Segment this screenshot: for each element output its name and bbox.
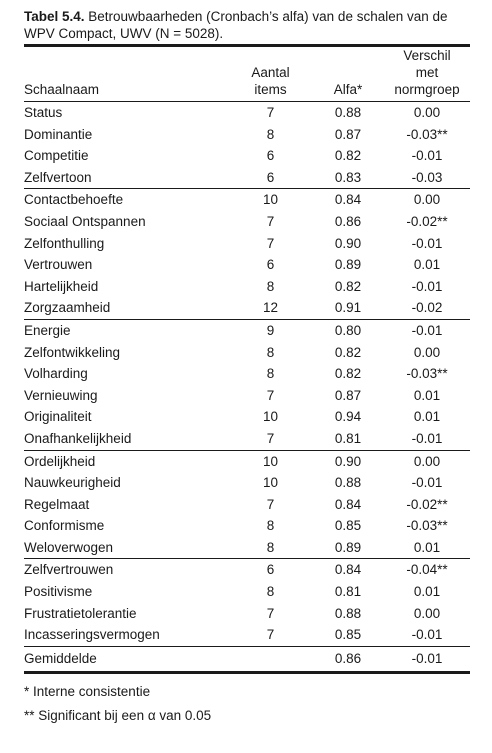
footnote-significance: ** Significant bij een α van 0.05: [24, 707, 212, 723]
difference-cell: 0.01: [413, 387, 441, 403]
table-row: [24, 581, 470, 603]
table-row: [24, 363, 470, 385]
item-count-cell: 12: [262, 300, 279, 316]
table-row: [24, 494, 470, 516]
alpha-cell: 0.89: [334, 257, 362, 273]
difference-cell: 0.01: [413, 584, 441, 600]
table-row: [24, 428, 470, 450]
header-item-count: Aantal items: [229, 47, 312, 102]
difference-cell: 0.01: [413, 539, 441, 555]
table-header-row: [24, 47, 470, 102]
alpha-cell: 0.84: [334, 496, 362, 512]
table-row: [24, 537, 470, 559]
item-count-cell: 10: [262, 475, 279, 491]
item-count-cell: 7: [266, 213, 275, 229]
scale-name-cell: Frustratietolerantie: [24, 605, 137, 621]
item-count-cell: 7: [266, 105, 275, 120]
scale-name-cell: Zelfvertrouwen: [24, 559, 229, 581]
item-count-cell: 7: [266, 430, 275, 446]
difference-cell: -0.01: [411, 430, 443, 446]
scale-name-cell: Regelmaat: [24, 496, 90, 512]
table-row: [24, 124, 470, 146]
difference-cell: -0.03**: [406, 126, 448, 142]
difference-cell: -0.02: [411, 300, 443, 316]
header-scale-name: Schaalnaam: [24, 47, 229, 102]
scale-name-cell: Volharding: [24, 366, 88, 382]
table-caption-text: Betrouwbaarheden (Cronbach’s alfa) van de schalen van de WPV Compact, UWV (N = 5028).: [24, 9, 448, 41]
alpha-cell: 0.90: [312, 450, 384, 472]
alpha-cell: 0.85: [334, 627, 362, 643]
item-count-cell: 8: [266, 584, 275, 600]
reliability-table: [24, 47, 470, 674]
scale-name-cell: Zorgzaamheid: [24, 300, 111, 316]
table-row: [24, 276, 470, 298]
item-count-cell: 7: [266, 387, 275, 403]
table-row: [24, 211, 470, 233]
alpha-cell: 0.94: [334, 409, 362, 425]
item-count-cell: 7: [266, 627, 275, 643]
table-row: [24, 233, 470, 255]
table-row: [24, 624, 470, 646]
alpha-cell: 0.84: [312, 189, 384, 211]
difference-cell: -0.02**: [406, 496, 448, 512]
alpha-cell: 0.81: [334, 584, 362, 600]
scale-name-cell: Contactbehoefte: [24, 189, 229, 211]
alpha-cell: 0.82: [334, 278, 362, 294]
difference-cell: -0.01: [411, 627, 443, 643]
average-row: [24, 646, 470, 672]
table-row: [24, 450, 470, 472]
item-count-cell: 6: [266, 169, 275, 185]
difference-cell: 0.00: [384, 189, 470, 211]
table-caption-label: Tabel 5.4.: [24, 9, 85, 24]
scale-name-cell: Vernieuwing: [24, 387, 98, 403]
average-item-count-cell: [229, 646, 312, 672]
difference-cell: -0.03**: [406, 518, 448, 534]
footnote-internal-consistency: * Interne consistentie: [24, 683, 151, 699]
table-row: [24, 167, 470, 189]
alpha-cell: 0.91: [334, 300, 362, 316]
scale-name-cell: Hartelijkheid: [24, 278, 99, 294]
scale-name-cell: Zelfonthulling: [24, 235, 105, 251]
difference-cell: -0.04**: [384, 559, 470, 581]
alpha-cell: 0.82: [334, 148, 362, 164]
scale-name-cell: Onafhankelijkheid: [24, 430, 132, 446]
difference-cell: -0.02**: [406, 213, 448, 229]
scale-name-cell: Originaliteit: [24, 409, 92, 425]
footnotes: [24, 680, 470, 728]
table-row: [24, 145, 470, 167]
alpha-cell: 0.89: [334, 539, 362, 555]
difference-cell: -0.01: [411, 278, 443, 294]
item-count-cell: 7: [266, 605, 275, 621]
item-count-cell: 8: [266, 126, 275, 142]
item-count-cell: 8: [266, 278, 275, 294]
alpha-cell: 0.83: [334, 169, 362, 185]
scale-name-cell: Dominantie: [24, 126, 93, 142]
difference-cell: -0.01: [384, 319, 470, 341]
header-alpha: Alfa*: [312, 47, 384, 102]
difference-cell: 0.00: [413, 605, 441, 621]
table-row: [24, 342, 470, 364]
item-count-cell: 10: [229, 450, 312, 472]
table-row: [24, 385, 470, 407]
alpha-cell: 0.80: [312, 319, 384, 341]
average-difference-cell: -0.01: [384, 646, 470, 672]
table-row: [24, 254, 470, 276]
alpha-cell: 0.87: [334, 126, 362, 142]
item-count-cell: 8: [266, 366, 275, 382]
table-row: [24, 297, 470, 319]
difference-cell: 0.01: [413, 409, 441, 425]
difference-cell: 0.01: [413, 257, 441, 273]
alpha-cell: 0.90: [334, 235, 362, 251]
alpha-cell: 0.88: [334, 475, 362, 491]
scale-name-cell: Vertrouwen: [24, 257, 93, 273]
item-count-cell: 10: [262, 409, 279, 425]
difference-cell: -0.03: [411, 169, 443, 185]
alpha-cell: 0.84: [312, 559, 384, 581]
scale-name-cell: Conformisme: [24, 518, 105, 534]
alpha-cell: 0.88: [334, 105, 362, 120]
scale-name-cell: Zelfvertoon: [24, 169, 92, 185]
scale-name-cell: Positivisme: [24, 584, 93, 600]
table-row: [24, 319, 470, 341]
difference-cell: 0.00: [413, 105, 441, 120]
table-body: [24, 102, 470, 673]
table-row: [24, 559, 470, 581]
average-scale-name-cell: Gemiddelde: [24, 646, 229, 672]
scale-name-cell: Energie: [24, 319, 229, 341]
alpha-cell: 0.87: [334, 387, 362, 403]
table-row: [24, 189, 470, 211]
item-count-cell: 9: [229, 319, 312, 341]
header-difference: Verschil met normgroep: [384, 47, 470, 102]
scale-name-cell: Incasseringsvermogen: [24, 627, 160, 643]
item-count-cell: 6: [266, 148, 275, 164]
item-count-cell: 7: [266, 496, 275, 512]
difference-cell: 0.00: [413, 344, 441, 360]
alpha-cell: 0.82: [334, 366, 362, 382]
scale-name-cell: Status: [24, 105, 63, 120]
alpha-cell: 0.86: [334, 213, 362, 229]
scale-name-cell: Zelfontwikkeling: [24, 344, 121, 360]
table-row: [24, 472, 470, 494]
difference-cell: -0.01: [411, 475, 443, 491]
item-count-cell: 8: [266, 344, 275, 360]
difference-cell: -0.03**: [406, 366, 448, 382]
scale-name-cell: Weloverwogen: [24, 539, 114, 555]
alpha-cell: 0.88: [334, 605, 362, 621]
item-count-cell: 7: [266, 235, 275, 251]
difference-cell: 0.00: [384, 450, 470, 472]
item-count-cell: 10: [229, 189, 312, 211]
table-caption: [24, 8, 470, 44]
document-page: [24, 8, 470, 728]
difference-cell: -0.01: [411, 235, 443, 251]
average-alpha-cell: 0.86: [312, 646, 384, 672]
table-row: [24, 515, 470, 537]
alpha-cell: 0.85: [334, 518, 362, 534]
table-row: [24, 406, 470, 428]
item-count-cell: 6: [229, 559, 312, 581]
item-count-cell: 8: [266, 539, 275, 555]
scale-name-cell: Competitie: [24, 148, 89, 164]
table-row: [24, 102, 470, 124]
difference-cell: -0.01: [411, 148, 443, 164]
scale-name-cell: Nauwkeurigheid: [24, 475, 121, 491]
alpha-cell: 0.82: [334, 344, 362, 360]
table-row: [24, 603, 470, 625]
scale-name-cell: Ordelijkheid: [24, 450, 229, 472]
alpha-cell: 0.81: [334, 430, 362, 446]
scale-name-cell: Sociaal Ontspannen: [24, 213, 146, 229]
item-count-cell: 8: [266, 518, 275, 534]
item-count-cell: 6: [266, 257, 275, 273]
